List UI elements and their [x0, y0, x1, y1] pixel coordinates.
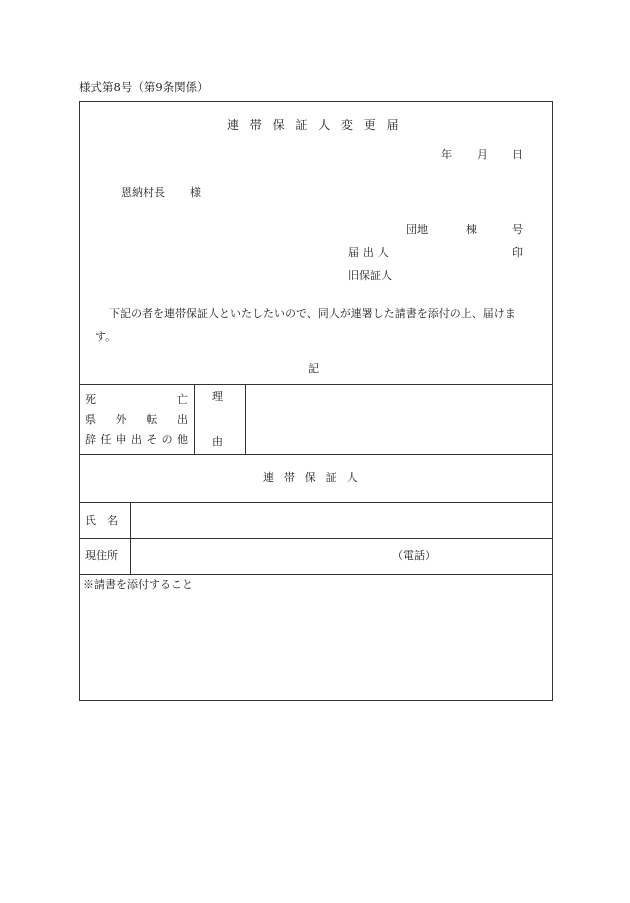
reason-label-bottom: 由 [212, 435, 223, 448]
reason-field[interactable] [246, 385, 552, 454]
reason-resign-char: 辞 [85, 433, 96, 446]
date-year: 年 [441, 148, 452, 161]
address-label: 現住所 [85, 549, 118, 562]
address-danchi: 団地 [406, 223, 428, 236]
reason-resign-char: 任 [100, 433, 112, 446]
reason-move-char: 出 [176, 413, 188, 426]
reason-resign-char: 出 [130, 433, 142, 446]
body-text-line1: 下記の者を連帯保証人といたしたいので、同人が連署した請書を添付の上、届けま [109, 307, 516, 320]
form-title: 連帯保証人変更届 [227, 118, 410, 132]
divider-reason-bottom [79, 454, 553, 455]
reason-move-char: 転 [146, 413, 158, 426]
reason-resign-char: 申 [115, 433, 127, 446]
applicant-label: 届出人 [348, 246, 393, 259]
date-day: 日 [512, 148, 523, 161]
reason-resign-char: そ [146, 433, 158, 446]
reason-move-char: 県 [85, 413, 96, 426]
ki-label: 記 [308, 362, 319, 375]
reason-move-out [85, 414, 188, 425]
form-number: 様式第8号（第9条関係） [79, 80, 209, 94]
body-text-line2: す。 [95, 330, 117, 343]
attachment-note: ※請書を添付すること [83, 578, 193, 591]
address-field[interactable] [131, 539, 552, 574]
name-field[interactable] [131, 503, 552, 538]
address-gou: 号 [512, 223, 523, 236]
reason-resign-other [85, 434, 188, 445]
phone-label: （電話） [392, 549, 436, 562]
reason-resign-char: の [161, 433, 173, 446]
divider-address [79, 574, 553, 575]
seal-mark: 印 [512, 246, 523, 259]
reason-label-top: 理 [212, 390, 223, 403]
address-tou: 棟 [466, 223, 477, 236]
name-label: 氏 名 [85, 514, 118, 527]
reason-death-char: 死 [85, 393, 96, 406]
reason-death [85, 394, 188, 405]
date-month: 月 [477, 148, 488, 161]
guarantor-section-title: 連帯保証人 [263, 471, 368, 484]
reason-death-char: 亡 [177, 393, 188, 406]
reason-resign-char: 他 [176, 433, 188, 446]
divider-reason-col1 [194, 384, 195, 454]
old-guarantor-label: 旧保証人 [348, 269, 392, 282]
addressee-name: 恩納村長 [121, 186, 165, 199]
addressee-honorific: 様 [190, 186, 201, 199]
reason-move-char: 外 [115, 413, 127, 426]
